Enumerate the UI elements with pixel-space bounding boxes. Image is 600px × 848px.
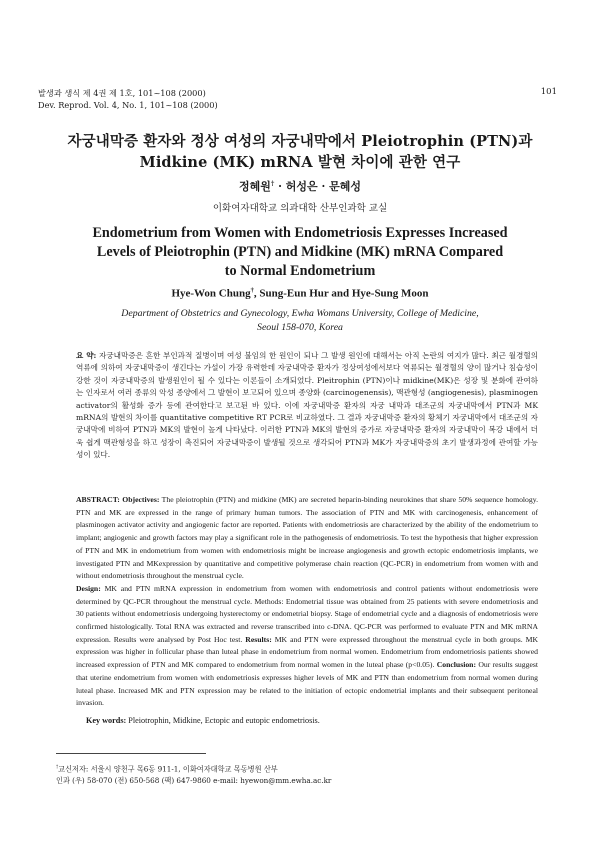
objectives-label: Objectives: xyxy=(122,495,160,504)
english-coauthors: , Sung-Eun Hur and Hye-Sung Moon xyxy=(253,287,429,300)
keywords xyxy=(86,716,536,725)
keywords-label: Key words: xyxy=(86,716,127,725)
english-corresponding-mark: † xyxy=(250,287,254,294)
korean-corresponding-author: 정혜원 xyxy=(238,180,271,193)
korean-authors xyxy=(40,178,560,194)
abstract-label: ABSTRACT: xyxy=(76,495,120,504)
footnote-line-2: 인과 (우) 58-070 (전) 650-568 (팩) 647-9860 e-mail: hyewon@mm.ewha.ac.kr xyxy=(56,775,332,785)
english-title-line-1: Endometrium from Women with Endometriosis Expresses Increased xyxy=(92,225,508,241)
results-text: MK and PTN were expressed throughout the menstrual cycle in both groups. MK expression was higher in follicular phase than luteal phase in endometrium from normal women. Endometrium from endometriosis patients showed increased expression of PTN and MK compared to endometrium from normal women in the luteal phase (p<0.05). xyxy=(76,634,539,670)
korean-title-line-1: 자궁내막증 환자와 정상 여성의 자궁내막에서 Pleiotrophin (PTN)과 xyxy=(67,133,533,150)
footnote xyxy=(56,762,546,786)
journal-citation-korean: 발생과 생식 제 4권 제 1호, 101~108 (2000) xyxy=(38,88,206,98)
results-label: Results: xyxy=(245,634,272,644)
english-title-line-3: to Normal Endometrium xyxy=(224,263,376,279)
design-text: MK and PTN mRNA expression in endometrium from women with endometriosis and control patients without endometriosis were determined by QC-PCR throughout the menstrual cycle. Methods: Endometrial tissue was obtained from 25 patients with severe endometriosis and 30 patients without endometriosis undergoing hysterectomy or endometrial biopsy. Stage of endometrial cycle and a diagnosis of endometriosis were confirmed histologically. Total RNA was extracted and reverse transcribed into c-DNA. QC-PCR was performed to evaluate PTN and MK mRNA expression. Results were analysed by Post Hoc test. xyxy=(76,583,538,644)
korean-abstract-label: 요 약: xyxy=(76,351,97,360)
english-abstract xyxy=(76,494,538,710)
keywords-text: Pleiotrophin, Midkine, Ectopic and eutopic endometriosis. xyxy=(126,716,320,725)
page-number: 101 xyxy=(540,87,557,97)
korean-abstract-text: 자궁내막증은 흔한 부인과적 질병이며 여성 불임의 한 원인이 되나 그 발생 원인에 대해서는 아직 논란의 여지가 많다. 최근 월경혈의 역류에 의하여 자궁내막증이 생긴다는 가설이 가장 유력한데 자궁내막증 환자가 정상여성에서보다 역류되는 월경혈의 양이 많거나 침습성이 강한 것이 자궁내막증의 발생원인이 될 수 있다는 이론들이 소개되었다. Pleitrophin (PTN)이나 midkine(MK)은 성장 및 분화에 관여하는 인자로서 여러 종류의 악성 종양에서 그 발현이 보고되어 있으며 종양화 (carcinogenensis), 맥관형성 (angiogenesis), plasminogen activator의 활성화 증가 등에 관여한다고 보고된 바 있다. 이에 자궁내막증 환자의 자궁 내막과 대조군의 자궁내막에서 PTN과 MK mRNA의 발현의 차이를 quantitative competitive RT PCR로 비교하였다. 그 결과 자궁내막증 환자의 황체기 자궁내막에서 대조군의 자궁내막에 비하여 PTN과 MK의 발현이 높게 나타났다. 이러한 PTN과 MK의 발현의 증가로 자궁내막증 환자의 자궁내막이 복강 내에서 더욱 쉽게 맥관형성을 하고 성장이 촉진되어 자궁내막증이 발생될 것으로 생각되어 PTN과 MK가 자궁내막증의 초기 발생과정에 관여할 가능성이 있다. xyxy=(76,351,538,460)
corresponding-author-mark: † xyxy=(270,179,275,188)
english-corresponding-author: Hye-Won Chung xyxy=(171,287,251,300)
design-label: Design: xyxy=(76,583,101,593)
korean-title xyxy=(40,131,560,173)
conclusion-text: Our results suggest that uterine endometrium from women with endometriosis expresses higher levels of MK and PTN than endometrium from normal women during luteal phase. Increased MK and PTN expression may be related to the initiation of ectopic endometrial implants and their subsequent peritoneal invasion. xyxy=(76,660,539,708)
objectives-text: The pleiotrophin (PTN) and midkine (MK) are secreted heparin-binding neurokines that share 50% sequence homology. PTN and MK are expressed in the range of primary human tumors. The association of PTN and MK with carcinogenesis, enhancement of plasminogen activator activity and angiogenic factor are reported. Patients with endometriosis are characterized by the ability of the endometrium to implant; angiogenic and growth factors may play a significant role in the pathogenesis of endometriosis. To test the hypothesis that higher expression of PTN and MK in endometrium from women with endometriosis might be increase angiogenesis and growth ectopic endometriosis implants, we investigated PTN and MKexpression by quantitative and competitive polymerase chain reaction (QC-PCR) in endometrium from women with and without endometriosis throughout the menstrual cycle. xyxy=(76,495,539,581)
english-authors xyxy=(40,287,560,300)
footnote-divider xyxy=(56,753,206,754)
journal-citation-english: Dev. Reprod. Vol. 4, No. 1, 101~108 (2000) xyxy=(38,100,218,110)
english-affiliation-line-2: Seoul 158-070, Korea xyxy=(257,322,343,333)
korean-coauthors: · 허성은 · 문혜성 xyxy=(274,180,362,193)
footnote-line-1-text: 교신저자: 서울시 양천구 목6동 911-1, 이화여자대학교 목동병원 산부 xyxy=(58,764,278,774)
english-title-line-2: Levels of Pleiotrophin (PTN) and Midkine (MK) mRNA Compared xyxy=(96,244,504,260)
conclusion-label: Conclusion: xyxy=(436,660,477,670)
english-affiliation-line-1: Department of Obstetrics and Gynecology, Ewha Womans University, College of Medicine, xyxy=(121,308,479,319)
korean-abstract xyxy=(76,350,538,462)
journal-citation xyxy=(38,87,218,111)
english-title xyxy=(40,224,560,281)
korean-title-line-2: Midkine (MK) mRNA 발현 차이에 관한 연구 xyxy=(139,154,461,171)
footnote-line-1 xyxy=(56,762,546,775)
english-affiliation xyxy=(60,307,540,335)
footnote-mark: † xyxy=(56,765,59,770)
korean-affiliation: 이화여자대학교 의과대학 산부인과학 교실 xyxy=(212,203,388,214)
